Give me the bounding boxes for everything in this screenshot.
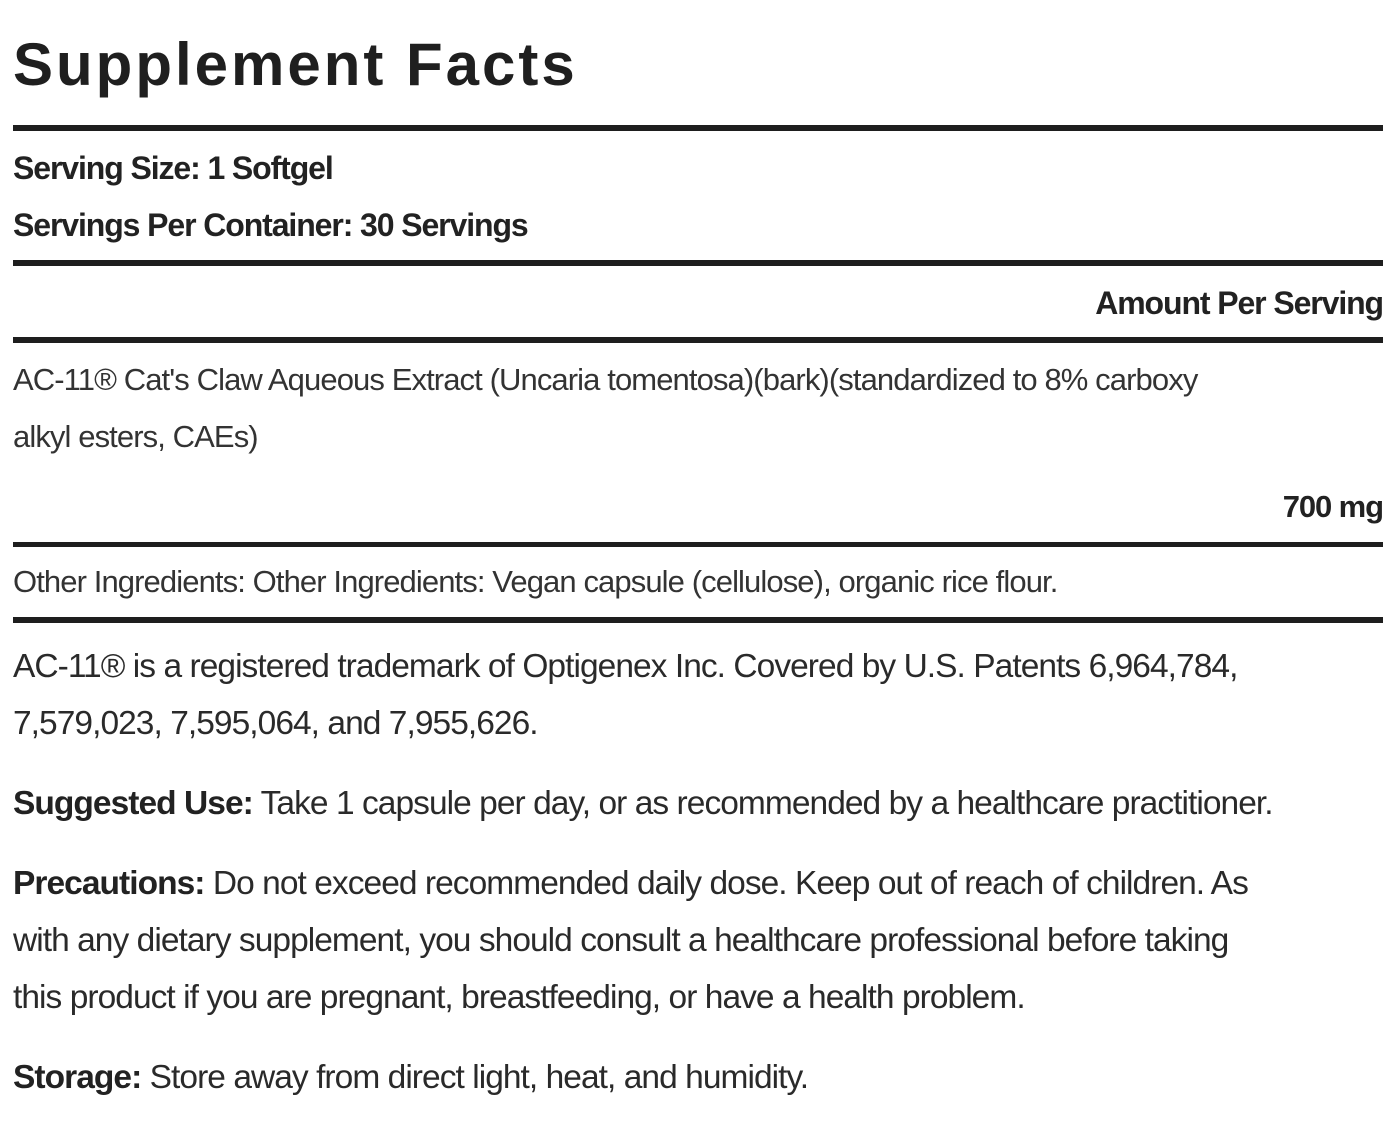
suggested-use bbox=[13, 784, 1273, 824]
precautions-line-3: this product if you are pregnant, breastfeeding, or have a health problem. bbox=[13, 979, 1025, 1016]
trademark-line-2: 7,579,023, 7,595,064, and 7,955,626. bbox=[13, 705, 538, 742]
divider-rule bbox=[13, 617, 1383, 623]
divider-rule bbox=[13, 260, 1383, 266]
precautions-label: Precautions: bbox=[13, 865, 205, 902]
servings-per-container: Servings Per Container: 30 Servings bbox=[13, 207, 528, 243]
amount-per-serving-header: Amount Per Serving bbox=[1095, 285, 1383, 321]
suggested-use-text: Take 1 capsule per day, or as recommended by a healthcare practitioner. bbox=[252, 785, 1273, 822]
storage-label: Storage: bbox=[13, 1059, 142, 1096]
suggested-use-label: Suggested Use: bbox=[13, 785, 253, 822]
precautions-line-1 bbox=[13, 864, 1248, 904]
trademark-line-1: AC-11® is a registered trademark of Optigenex Inc. Covered by U.S. Patents 6,964,784, bbox=[13, 648, 1238, 685]
serving-size: Serving Size: 1 Softgel bbox=[13, 150, 333, 186]
precautions-text-1: Do not exceed recommended daily dose. Keep out of reach of children. As bbox=[204, 865, 1248, 902]
divider-rule bbox=[13, 542, 1383, 547]
page-title: Supplement Facts bbox=[13, 31, 578, 98]
other-ingredients: Other Ingredients: Other Ingredients: Vegan capsule (cellulose), organic rice flour. bbox=[13, 564, 1058, 599]
ingredient-amount: 700 mg bbox=[1282, 489, 1383, 524]
storage bbox=[13, 1058, 808, 1098]
divider-rule bbox=[13, 337, 1383, 343]
ingredient-name-line-1: AC-11® Cat's Claw Aqueous Extract (Uncaria tomentosa)(bark)(standardized to 8% carboxy bbox=[13, 362, 1198, 397]
precautions-line-2: with any dietary supplement, you should consult a healthcare professional before taking bbox=[13, 922, 1229, 959]
supplement-facts-panel bbox=[13, 0, 1383, 1135]
divider-rule bbox=[13, 125, 1383, 131]
ingredient-name-line-2: alkyl esters, CAEs) bbox=[13, 419, 258, 454]
storage-text: Store away from direct light, heat, and humidity. bbox=[141, 1059, 809, 1096]
